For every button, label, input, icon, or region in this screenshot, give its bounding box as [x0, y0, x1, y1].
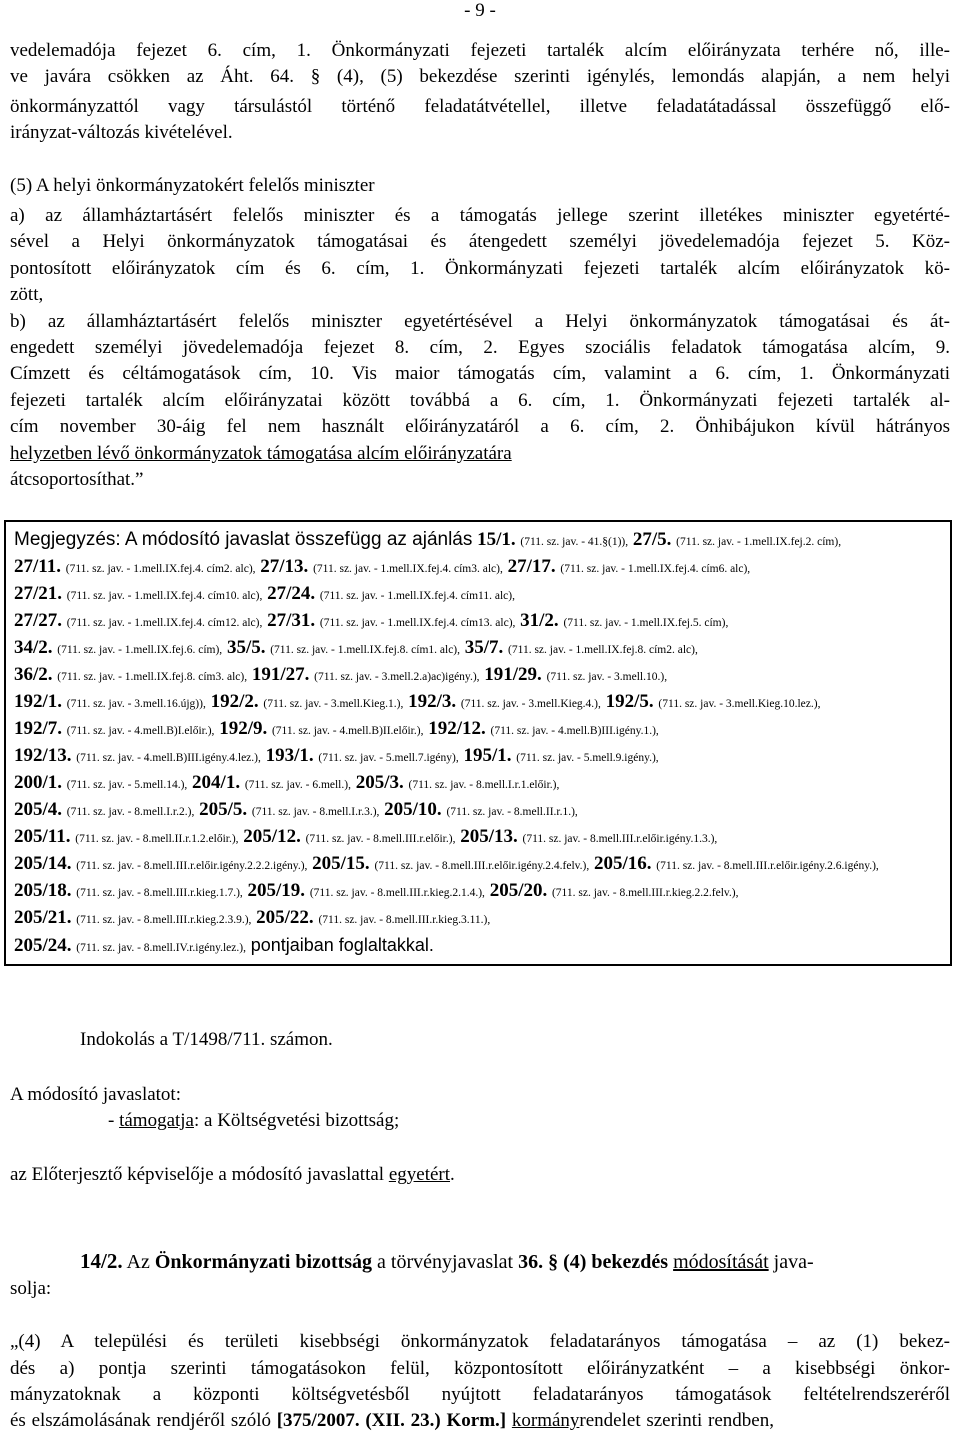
note-item-ref: (711. sz. jav. - 3.mell.10.), — [546, 671, 668, 683]
note-line — [14, 715, 944, 745]
text: a törvényjavaslat — [377, 1251, 514, 1273]
note-item-ref: (711. sz. jav. - 1.mell.IX.fej.2. cím), — [676, 536, 842, 548]
note-line — [14, 634, 944, 664]
note-item-number: 34/2. — [14, 637, 53, 658]
note-item-ref: (711. sz. jav. - 5.mell.7.igény), — [318, 752, 459, 764]
note-item-number: 205/11. — [14, 826, 71, 847]
note-item-ref: (711. sz. jav. - 8.mell.IV.r.igény.lez.), — [76, 942, 246, 954]
text-line: engedett személyi jövedelemadója fejezet 8. cím, 2. Egyes szociális feladatok támogatása alcím, 9. — [10, 337, 950, 358]
note-item-ref: (711. sz. jav. - 3.mell.Kieg.4.), — [460, 698, 601, 710]
note-item-ref: (711. sz. jav. - 1.mell.IX.fej.4. cím10. alc), — [66, 590, 263, 602]
note-item-ref: (711. sz. jav. - 8.mell.III.r.kieg.3.11.), — [318, 914, 491, 926]
note-line — [14, 688, 944, 718]
text: Az — [126, 1251, 150, 1273]
text-line: solja: — [10, 1278, 52, 1299]
note-item-number: 31/2. — [520, 610, 559, 631]
quote-line: „(4) A települési és területi kisebbségi önkormányzatok feladatarányos támogatása – az (1) bekez- — [10, 1331, 950, 1352]
note-item-ref: (711. sz. jav. - 41.§(1)), — [520, 536, 629, 548]
tamogatja-word: támogatja — [119, 1110, 194, 1131]
note-item-ref: (711. sz. jav. - 3.mell.Kieg.10.lez.), — [658, 698, 821, 710]
note-box — [4, 520, 952, 966]
note-item-ref: (711. sz. jav. - 1.mell.IX.fej.4. cím11. alc), — [319, 590, 515, 602]
note-item-number: 200/1. — [14, 772, 63, 793]
note-item-ref: (711. sz. jav. - 8.mell.I.r.2.), — [66, 806, 195, 818]
decree-ref: [375/2007. (XII. 23.) Korm.] — [276, 1410, 507, 1431]
text: java- — [773, 1251, 814, 1273]
note-item-number: 192/13. — [14, 745, 72, 766]
note-item-ref: (711. sz. jav. - 1.mell.IX.fej.6. cím), — [57, 644, 223, 656]
note-line — [14, 661, 944, 691]
note-item-ref: (711. sz. jav. - 1.mell.IX.fej.4. cím2. alc), — [65, 563, 256, 575]
kormany-word: kormány — [511, 1410, 580, 1431]
note-item-number: 27/21. — [14, 583, 63, 604]
note-item-ref: (711. sz. jav. - 8.mell.I.r.1.előir.), — [408, 779, 560, 791]
note-item-ref: (711. sz. jav. - 5.mell.9.igény.), — [516, 752, 659, 764]
text-line: cím november 30-áig fel nem használt előirányzatáról a 6. cím, 2. Önhibájukon kívül hátrányos — [10, 416, 950, 437]
note-item-number: 191/27. — [251, 664, 310, 685]
note-item-ref: (711. sz. jav. - 4.mell.B)II.előir.), — [271, 725, 424, 737]
note-item-ref: (711. sz. jav. - 4.mell.B)I.előir.), — [66, 725, 215, 737]
note-intro: Megjegyzés: A módosító javaslat összefügg az ajánlás — [14, 529, 473, 550]
note-item-number: 191/29. — [484, 664, 542, 685]
note-item-number: 192/1. — [14, 691, 63, 712]
text-line: helyzetben lévő önkormányzatok támogatása alcím előirányzatára — [10, 443, 512, 464]
note-item-ref: (711. sz. jav. - 1.mell.IX.fej.8. cím3. alc), — [57, 671, 248, 683]
quote-line: dés a) pontja szerinti támogatásokon felül, központosított előirányzatként – a kisebbségi önkor- — [10, 1358, 950, 1379]
note-outro: pontjaiban foglaltakkal. — [250, 935, 434, 955]
note-item-number: 193/1. — [265, 745, 314, 766]
note-item-ref: (711. sz. jav. - 1.mell.IX.fej.8. cím2. alc), — [508, 644, 698, 656]
note-item-ref: (711. sz. jav. - 6.mell.), — [244, 779, 351, 791]
period: . — [450, 1164, 455, 1185]
note-line — [14, 904, 944, 934]
note-item-number: 205/21. — [14, 907, 72, 928]
item-number: 14/2. — [80, 1249, 123, 1273]
page-number: - 9 - — [464, 0, 496, 21]
note-item-number: 27/11. — [14, 556, 61, 577]
committee-name: Önkormányzati bizottság — [154, 1251, 373, 1273]
note-item-ref: (711. sz. jav. - 8.mell.III.r.előir.igény.2.2.2.igény.), — [76, 860, 308, 872]
text-line: Címzett és céltámogatások cím, 10. Vis maior támogatás cím, valamint a 6. cím, 1. Önkormányzati — [10, 363, 950, 384]
note-item-number: 205/13. — [460, 826, 518, 847]
note-item-number: 205/4. — [14, 799, 63, 820]
note-item-number: 35/7. — [464, 637, 504, 658]
text-line: b) az államháztartásért felelős miniszter egyetértésével a Helyi önkormányzatok támogatásai és át- — [10, 311, 950, 332]
text-line: sével a Helyi önkormányzatok támogatásai és átengedett személyi jövedelemadója fejezet 5. Köz- — [10, 231, 950, 252]
note-item-number: 205/10. — [384, 799, 442, 820]
text-line: átcsoportosíthat.” — [10, 469, 144, 490]
note-item-number: 195/1. — [463, 745, 512, 766]
note-item-number: 192/3. — [408, 691, 457, 712]
note-line — [14, 796, 944, 826]
note-item-number: 15/1. — [477, 529, 516, 550]
quote-line: mányzatoknak a központi költségvetésből nyújtott feladatarányos támogatások feltételrendszeréről — [10, 1384, 950, 1405]
note-item-ref: (711. sz. jav. - 1.mell.IX.fej.8. cím1. alc), — [270, 644, 461, 656]
note-item-ref: (711. sz. jav. - 8.mell.II.r.1.), — [446, 806, 578, 818]
note-item-ref: (711. sz. jav. - 3.mell.16.újg)), — [66, 698, 206, 710]
text-line: irányzat-változás kivételével. — [10, 122, 233, 143]
paragraph-heading: (5) A helyi önkormányzatokért felelős miniszter — [10, 175, 375, 196]
note-item-number: 205/15. — [312, 853, 370, 874]
note-item-ref: (711. sz. jav. - 8.mell.III.r.előir.igény.1.3.), — [522, 833, 718, 845]
note-item-number: 27/31. — [267, 610, 316, 631]
item-14-2-line — [80, 1248, 950, 1275]
note-line — [14, 769, 944, 799]
note-item-number: 192/12. — [428, 718, 486, 739]
eloterjeszto-line — [10, 1162, 950, 1188]
dash: - — [108, 1110, 120, 1131]
note-line — [14, 850, 944, 880]
note-item-ref: (711. sz. jav. - 8.mell.III.r.előir.igény.2.6.igény.), — [656, 860, 879, 872]
note-item-ref: (711. sz. jav. - 1.mell.IX.fej.4. cím13. alc), — [319, 617, 516, 629]
note-item-ref: (711. sz. jav. - 1.mell.IX.fej.4. cím12. alc), — [66, 617, 263, 629]
quote-line — [10, 1408, 950, 1434]
javaslat-label: A módosító javaslatot: — [10, 1084, 181, 1105]
text: rendelet szerinti rendben, — [579, 1410, 774, 1431]
note-item-number: 205/24. — [14, 935, 72, 956]
note-item-number: 36/2. — [14, 664, 53, 685]
text-line: ve javára csökken az Áht. 64. § (4), (5) bekezdése szerinti igénylés, lemondás alapján, a nem helyi — [10, 66, 950, 87]
note-item-ref: (711. sz. jav. - 8.mell.III.r.kieg.2.2.felv.), — [551, 887, 739, 899]
text-line: zött, — [10, 284, 44, 305]
committee-text: : a Költségvetési bizottság; — [194, 1110, 400, 1131]
note-line — [14, 877, 944, 907]
text-line: a) az államháztartásért felelős miniszter és a támogatás jellege szerint illetékes miniszter egyetérté- — [10, 205, 950, 226]
note-item-ref: (711. sz. jav. - 8.mell.III.r.kieg.2.3.9.), — [76, 914, 252, 926]
note-item-ref: (711. sz. jav. - 3.mell.Kieg.1.), — [263, 698, 404, 710]
note-item-ref: (711. sz. jav. - 8.mell.III.r.kieg.2.1.4.), — [309, 887, 485, 899]
note-item-number: 205/14. — [14, 853, 72, 874]
note-line — [14, 580, 944, 610]
note-line — [14, 607, 944, 637]
note-item-ref: (711. sz. jav. - 8.mell.III.r.előir.igény.2.4.felv.), — [374, 860, 590, 872]
note-line — [14, 742, 944, 772]
section-ref: 36. § (4) bekezdés — [518, 1251, 669, 1273]
note-item-number: 192/5. — [605, 691, 654, 712]
note-line — [14, 553, 944, 583]
note-line — [14, 931, 944, 962]
eloterjeszto-text: az Előterjesztő képviselője a módosító javaslattal — [10, 1164, 389, 1185]
note-item-ref: (711. sz. jav. - 8.mell.III.r.kieg.1.7.), — [76, 887, 243, 899]
note-line — [14, 526, 944, 556]
note-item-number: 27/13. — [260, 556, 309, 577]
note-item-number: 27/24. — [267, 583, 316, 604]
text-line: vedelemadója fejezet 6. cím, 1. Önkormányzati fejezeti tartalék alcím előirányzata terhére nő, ille- — [10, 40, 950, 61]
note-item-ref: (711. sz. jav. - 8.mell.III.r.előir.), — [305, 833, 456, 845]
note-item-number: 205/20. — [489, 880, 548, 901]
note-item-number: 204/1. — [192, 772, 241, 793]
egyetert-word: egyetért — [388, 1164, 451, 1185]
note-item-ref: (711. sz. jav. - 5.mell.14.), — [66, 779, 188, 791]
note-item-number: 205/16. — [594, 853, 652, 874]
note-item-ref: (711. sz. jav. - 1.mell.IX.fej.5. cím), — [563, 617, 729, 629]
note-item-number: 192/7. — [14, 718, 63, 739]
note-item-number: 27/27. — [14, 610, 63, 631]
note-item-number: 205/5. — [199, 799, 248, 820]
note-line — [14, 823, 944, 853]
note-item-number: 205/18. — [14, 880, 72, 901]
note-item-ref: (711. sz. jav. - 8.mell.I.r.3.), — [251, 806, 380, 818]
note-item-ref: (711. sz. jav. - 4.mell.B)III.igény.4.lez.), — [76, 752, 261, 764]
indoklas-line: Indokolás a T/1498/711. számon. — [80, 1029, 333, 1050]
note-item-number: 205/12. — [243, 826, 301, 847]
text-line: pontosított előirányzatok cím és 6. cím, 1. Önkormányzati fejezeti tartalék alcím előirányzatok kö- — [10, 258, 950, 279]
note-item-number: 192/9. — [219, 718, 268, 739]
note-item-ref: (711. sz. jav. - 8.mell.II.r.1.2.előir.), — [75, 833, 239, 845]
note-item-ref: (711. sz. jav. - 4.mell.B)III.igény.1.), — [490, 725, 659, 737]
modification-word: módosítását — [673, 1251, 769, 1273]
note-item-number: 27/5. — [632, 529, 672, 550]
note-item-number: 27/17. — [507, 556, 556, 577]
text: és elszámolásának rendjéről szóló — [10, 1410, 277, 1431]
note-item-ref: (711. sz. jav. - 1.mell.IX.fej.4. cím6. alc), — [560, 563, 751, 575]
text-line: önkormányzattól vagy társulástól történő feladatátvétellel, illetve feladatátadással összefüggő elő- — [10, 96, 950, 117]
note-item-number: 35/5. — [226, 637, 266, 658]
note-item-number: 192/2. — [210, 691, 259, 712]
tamogatja-line — [108, 1108, 908, 1134]
note-item-number: 205/3. — [355, 772, 404, 793]
note-item-ref: (711. sz. jav. - 3.mell.2.a)ac)igény.), — [314, 671, 480, 683]
text-line: fejezeti tartalék alcím előirányzatai között továbbá a 6. cím, 1. Önkormányzati fejezeti tartalék al- — [10, 390, 950, 411]
note-item-ref: (711. sz. jav. - 1.mell.IX.fej.4. cím3. alc), — [313, 563, 503, 575]
note-item-number: 205/22. — [256, 907, 314, 928]
note-item-number: 205/19. — [247, 880, 306, 901]
